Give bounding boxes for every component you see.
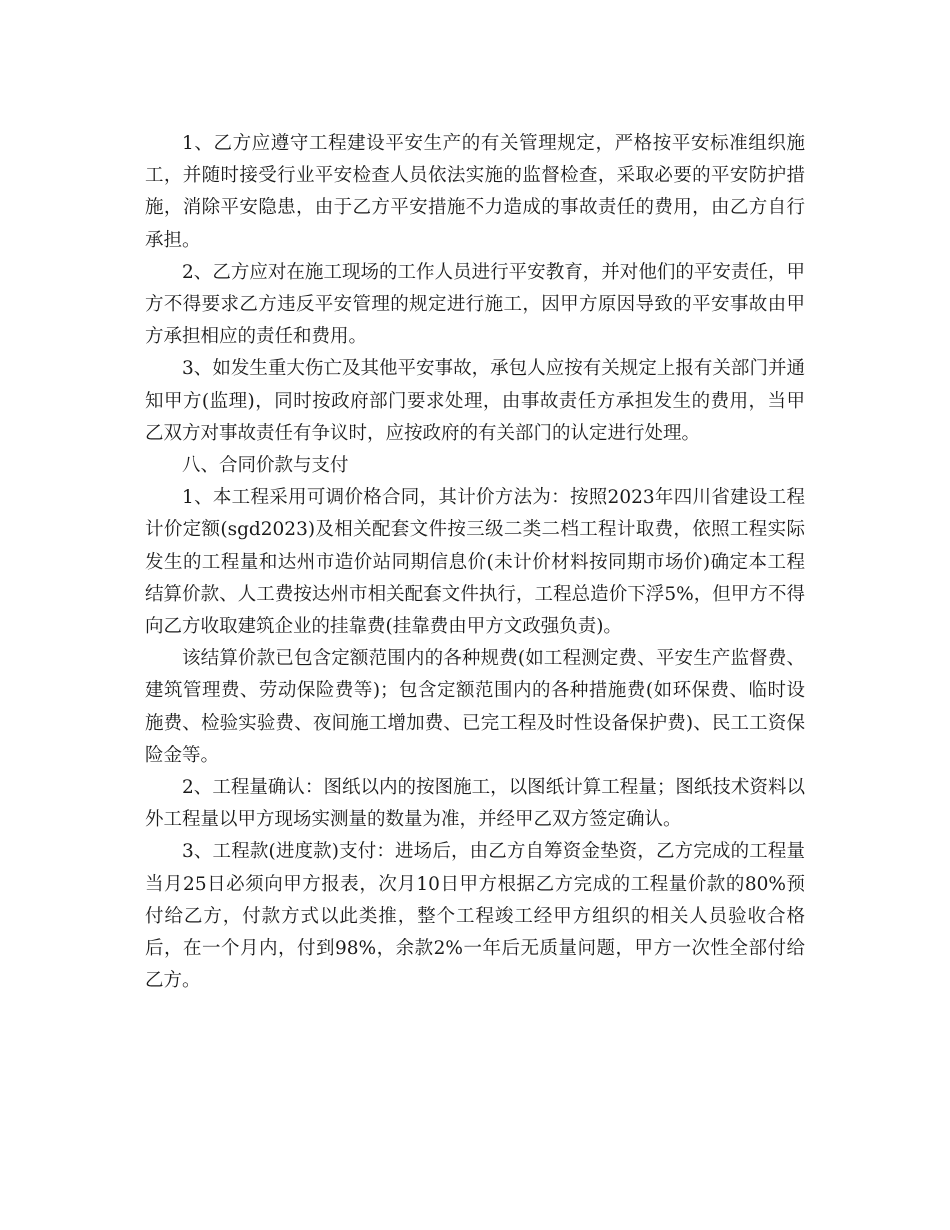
paragraph-price-included: 该结算价款已包含定额范围内的各种规费(如工程测定费、平安生产监督费、建筑管理费、劳动保险费等)；包含定额范围内的各种措施费(如环保费、临时设施费、检验实验费、夜间施工增加费、已完工程及时性设备保护费)、民工工资保险金等。 bbox=[145, 648, 805, 766]
paragraph-safety-3: 3、如发生重大伤亡及其他平安事故，承包人应按有关规定上报有关部门并通知甲方(监理)，同时按政府部门要求处理，由事故责任方承担发生的费用，当甲乙双方对事故责任有争议时，应按政府的有关部门的认定进行处理。 bbox=[145, 358, 805, 444]
document-body bbox=[145, 128, 805, 997]
section-heading-contract-price: 八、合同价款与支付 bbox=[182, 455, 349, 477]
paragraph-quantity-confirmation: 2、工程量确认：图纸以内的按图施工，以图纸计算工程量；图纸技术资料以外工程量以甲方现场实测量的数量为准，并经甲乙双方签定确认。 bbox=[145, 777, 805, 831]
paragraph-progress-payment: 3、工程款(进度款)支付：进场后，由乙方自筹资金垫资，乙方完成的工程量当月25日必须向甲方报表，次月10日甲方根据乙方完成的工程量价款的80%预付给乙方，付款方式以此类推，整个工程竣工经甲方组织的相关人员验收合格后，在一个月内，付到98%，余款2%一年后无质量问题，甲方一次性全部付给乙方。 bbox=[145, 841, 805, 992]
paragraph-price-1: 1、本工程采用可调价格合同，其计价方法为：按照2023年四川省建设工程计价定额(sgd2023)及相关配套文件按三级二类二档工程计取费，依照工程实际发生的工程量和达州市造价站同期信息价(未计价材料按同期市场价)确定本工程结算价款、人工费按达州市相关配套文件执行，工程总造价下浮5%，但甲方不得向乙方收取建筑企业的挂靠费(挂靠费由甲方文政强负责)。 bbox=[145, 487, 805, 638]
paragraph-safety-2: 2、乙方应对在施工现场的工作人员进行平安教育，并对他们的平安责任，甲方不得要求乙方违反平安管理的规定进行施工，因甲方原因导致的平安事故由甲方承担相应的责任和费用。 bbox=[145, 261, 805, 348]
paragraph-safety-1: 1、乙方应遵守工程建设平安生产的有关管理规定，严格按平安标准组织施工，并随时接受行业平安检查人员依法实施的监督检查，采取必要的平安防护措施，消除平安隐患，由于乙方平安措施不力造成的事故责任的费用，由乙方自行承担。 bbox=[145, 133, 805, 251]
